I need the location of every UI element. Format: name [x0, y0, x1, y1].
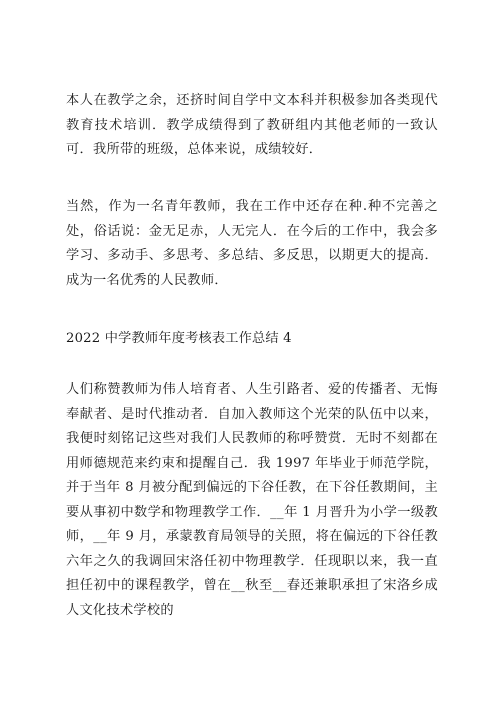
- paragraph-self-study: 本人在教学之余，还挤时间自学中文本科并积极参加各类现代教育技术培训．教学成绩得到了教研组内其他老师的一致认可．我所带的班级，总体来说，成绩较好．: [66, 93, 438, 157]
- paragraph-teacher-career: 人们称赞教师为伟人培育者、人生引路者、爱的传播者、无悔奉献者、是时代推动者．自加入教师这个光荣的队伍中以来，我便时刻铭记这些对我们人民教师的称呼赞赏．无时不刻都在用师德规范来约束和提醒自己．我 1997 年毕业于师范学院，并于当年 8 月被分配到偏远的下谷任教，在下谷任教期间，主要从事初中数学和物理教学工作．__年 1 月晋升为小学一级教师，__年 9 月，承蒙教育局领导的关照，将在偏远的下谷任教六年之久的我调回宋洛任初中物理教学．任现职以来，我一直担任初中的课程教学，曾在__秋至__春还兼职承担了宋洛乡成人文化技术学校的: [66, 382, 438, 618]
- paragraph-improvement: 当然，作为一名青年教师，我在工作中还存在种.种不完善之处，俗话说：金无足赤，人无完人．在今后的工作中，我会多学习、多动手、多思考、多总结、多反思，以期更大的提高．成为一名优秀的人民教师．: [66, 199, 438, 288]
- section-heading: 2022 中学教师年度考核表工作总结 4: [66, 331, 292, 346]
